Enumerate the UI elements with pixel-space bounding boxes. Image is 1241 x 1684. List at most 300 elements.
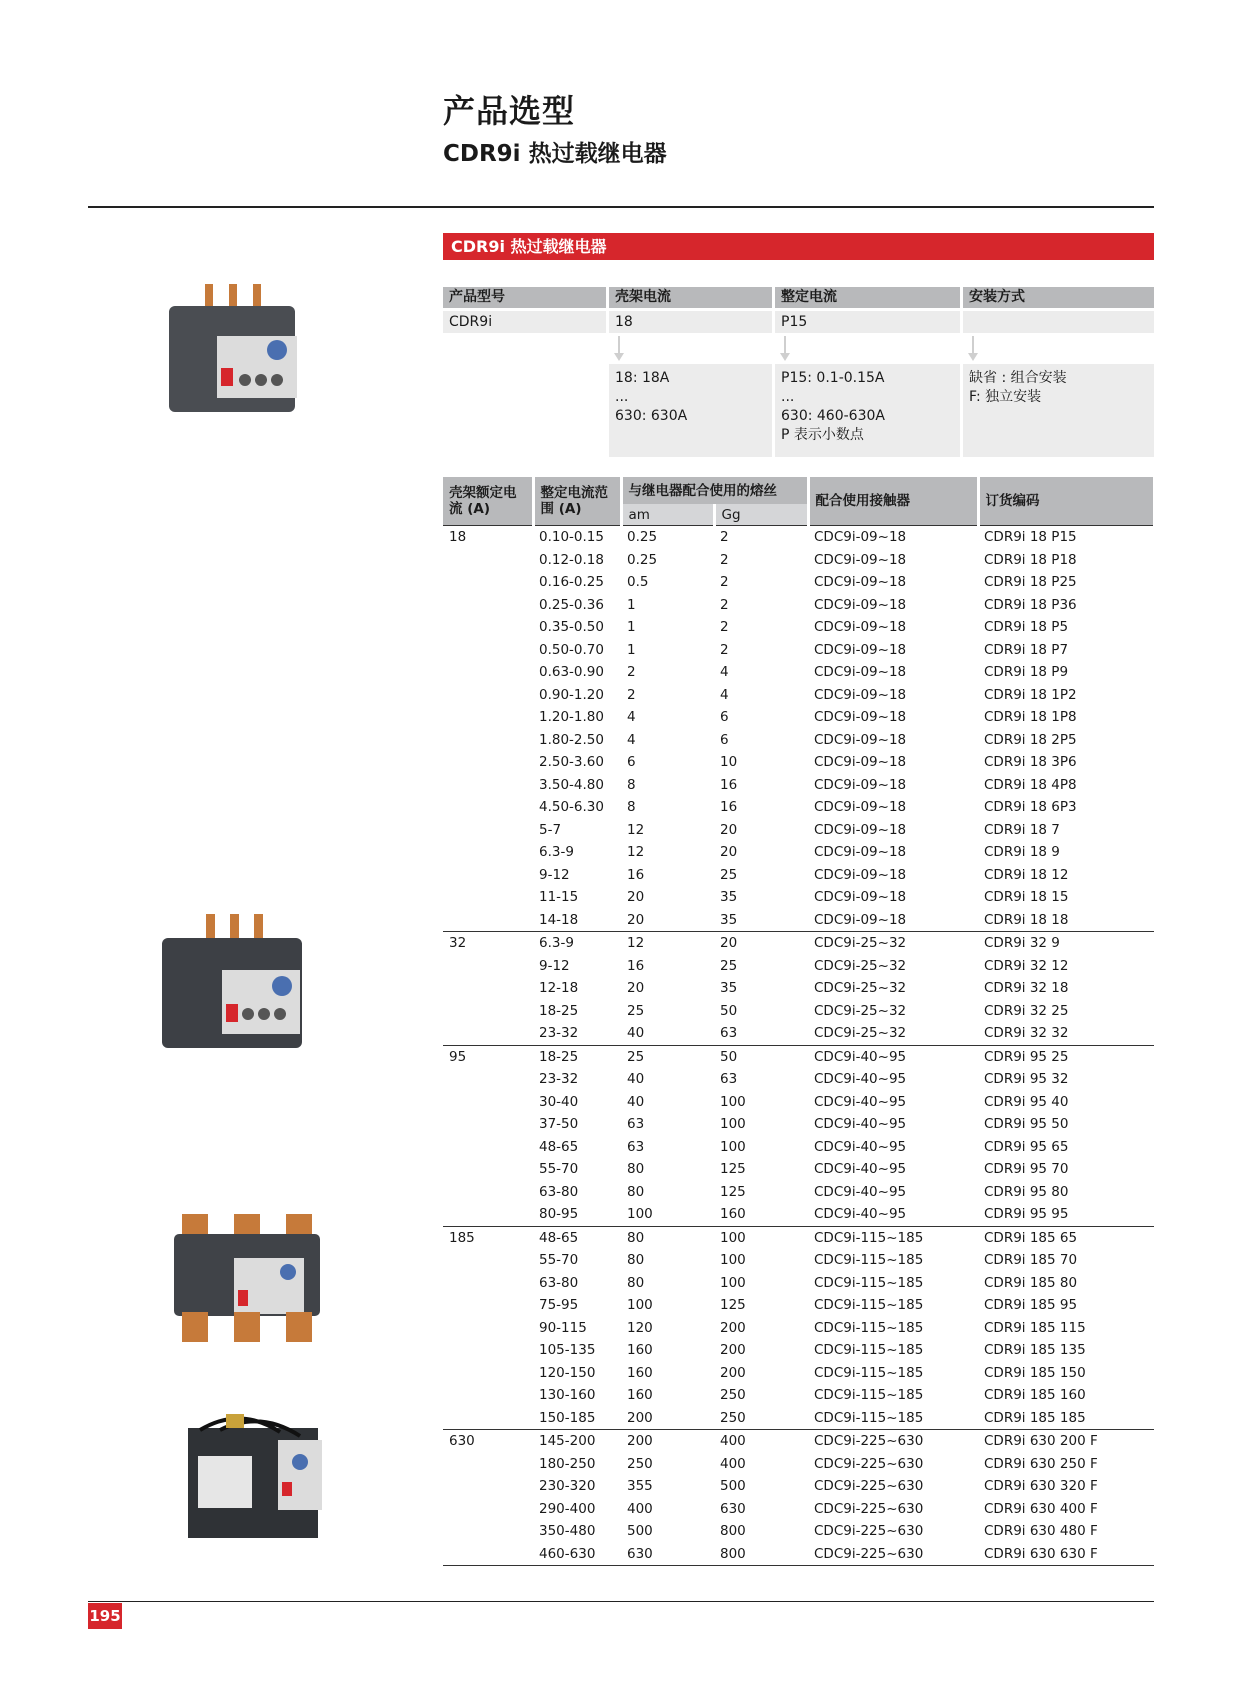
table-row	[443, 1430, 1154, 1453]
cell-range: 63-80	[539, 1183, 579, 1200]
cell-fuse-gg: 2	[714, 526, 808, 549]
cell-frame	[443, 819, 533, 842]
header-fuse: 与继电器配合使用的熔丝	[621, 477, 808, 504]
cell-frame: 185	[443, 1226, 533, 1249]
cell-contactor: CDC9i-09~18	[814, 686, 907, 703]
cell-contactor: CDC9i-40~95	[814, 1161, 907, 1177]
cell-fuse-gg: 35	[720, 911, 738, 928]
cell-frame	[443, 1317, 533, 1340]
cell-order-code: CDR9i 18 P7	[984, 641, 1069, 658]
cell-order-code: CDR9i 18 P18	[984, 551, 1077, 568]
cell-order-code: CDR9i 32 18	[984, 980, 1069, 996]
cell-frame	[443, 706, 533, 729]
top-divider	[88, 206, 1154, 208]
cell-fuse-am: 500	[627, 1523, 653, 1539]
table-row	[443, 1136, 1154, 1159]
code-header-frame: 壳架电流	[609, 287, 772, 308]
cell-fuse-gg: 16	[720, 776, 738, 793]
cell-fuse-gg: 800	[714, 1543, 808, 1566]
cell-order-code: CDR9i 18 P5	[984, 619, 1069, 635]
cell-fuse-gg: 63	[720, 1025, 738, 1041]
cell-contactor: CDC9i-25~32	[814, 957, 907, 974]
cell-fuse-am: 16	[627, 866, 645, 883]
cell-frame: 18	[443, 526, 533, 549]
cell-fuse-gg: 16	[720, 799, 738, 815]
table-row	[443, 819, 1154, 842]
cell-contactor: CDC9i-09~18	[814, 911, 907, 928]
cell-range: 5-7	[539, 821, 562, 838]
cell-fuse-am: 40	[627, 1025, 645, 1041]
cell-fuse-am: 160	[627, 1387, 653, 1403]
cell-fuse-gg: 250	[720, 1387, 746, 1403]
cell-fuse-am: 8	[627, 799, 636, 815]
cell-contactor: CDC9i-09~18	[814, 551, 907, 568]
cell-order-code: CDR9i 18 9	[984, 844, 1060, 860]
cell-frame	[443, 1407, 533, 1430]
cell-fuse-am: 63	[627, 1138, 645, 1155]
cell-frame	[443, 594, 533, 617]
cell-range: 12-18	[539, 980, 579, 996]
table-row	[443, 1294, 1154, 1317]
cell-fuse-am: 80	[627, 1252, 645, 1268]
cell-fuse-gg: 2	[720, 619, 729, 635]
cell-contactor: CDC9i-225~630	[808, 1430, 978, 1453]
cell-fuse-am: 160	[627, 1342, 653, 1358]
cell-contactor: CDC9i-09~18	[814, 731, 907, 748]
page-subtitle: CDR9i 热过载继电器	[443, 141, 667, 167]
table-row	[443, 796, 1154, 819]
cell-contactor: CDC9i-09~18	[814, 619, 907, 635]
cell-range: 105-135	[539, 1342, 596, 1358]
relay-18-image	[165, 282, 305, 422]
table-row	[443, 729, 1154, 752]
cell-fuse-gg: 100	[720, 1116, 746, 1132]
cell-fuse-am: 200	[627, 1409, 653, 1426]
cell-range: 18-25	[533, 1045, 621, 1068]
down-arrow-icon	[613, 336, 625, 362]
code-value-model: CDR9i	[443, 311, 606, 333]
table-row	[443, 1045, 1154, 1068]
cell-range: 3.50-4.80	[539, 776, 604, 793]
cell-order-code: CDR9i 185 95	[984, 1297, 1078, 1313]
cell-range: 18-25	[539, 1002, 579, 1019]
cell-order-code: CDR9i 32 12	[984, 957, 1069, 974]
cell-range: 0.63-0.90	[539, 664, 604, 680]
cell-contactor: CDC9i-25~32	[814, 980, 907, 996]
cell-fuse-am: 16	[627, 957, 645, 974]
code-header-model: 产品型号	[443, 287, 606, 308]
cell-fuse-am: 1	[627, 596, 636, 613]
cell-contactor: CDC9i-115~185	[814, 1364, 924, 1381]
cell-range: 48-65	[539, 1138, 579, 1155]
cell-frame: 95	[443, 1045, 533, 1068]
cell-contactor: CDC9i-09~18	[814, 664, 907, 680]
cell-order-code: CDR9i 185 70	[984, 1252, 1078, 1268]
table-row	[443, 571, 1154, 594]
cell-fuse-am: 4	[627, 731, 636, 748]
cell-contactor: CDC9i-115~185	[814, 1297, 924, 1313]
cell-fuse-am: 20	[627, 980, 645, 996]
page-number: 195	[88, 1603, 122, 1629]
cell-range: 290-400	[539, 1500, 596, 1517]
cell-order-code: CDR9i 630 320 F	[984, 1478, 1098, 1494]
cell-fuse-gg: 125	[720, 1183, 746, 1200]
cell-frame	[443, 977, 533, 1000]
cell-fuse-am: 160	[627, 1364, 653, 1381]
cell-contactor: CDC9i-115~185	[814, 1252, 924, 1268]
cell-range: 48-65	[533, 1226, 621, 1249]
cell-fuse-am: 400	[627, 1500, 653, 1517]
cell-frame	[443, 1158, 533, 1181]
cell-contactor: CDC9i-09~18	[814, 574, 907, 590]
cell-fuse-am: 80	[627, 1183, 645, 1200]
cell-frame	[443, 1362, 533, 1385]
cell-frame	[443, 1091, 533, 1114]
cell-fuse-gg: 25	[720, 957, 738, 974]
cell-contactor: CDC9i-09~18	[814, 709, 907, 725]
cell-fuse-gg: 6	[720, 709, 729, 725]
cell-fuse-gg: 20	[720, 821, 738, 838]
cell-order-code: CDR9i 185 115	[984, 1319, 1086, 1336]
cell-frame	[443, 1000, 533, 1023]
cell-contactor: CDC9i-40~95	[814, 1093, 907, 1110]
cell-range: 2.50-3.60	[539, 754, 604, 770]
cell-frame	[443, 796, 533, 819]
cell-fuse-gg: 200	[720, 1319, 746, 1336]
page-title: 产品选型	[443, 92, 576, 130]
cell-frame	[443, 1384, 533, 1407]
cell-frame	[443, 571, 533, 594]
cell-range: 9-12	[539, 957, 570, 974]
table-row	[443, 1249, 1154, 1272]
cell-contactor: CDC9i-115~185	[814, 1274, 924, 1291]
table-row	[443, 841, 1154, 864]
header-order-code: 订货编码	[978, 477, 1154, 526]
cell-frame: 32	[443, 932, 533, 955]
cell-fuse-gg: 6	[720, 731, 729, 748]
cell-fuse-am: 40	[627, 1071, 645, 1087]
cell-fuse-am: 80	[621, 1226, 714, 1249]
cell-range: 23-32	[539, 1025, 579, 1041]
header-contactor: 配合使用接触器	[808, 477, 978, 526]
table-row	[443, 1520, 1154, 1543]
cell-fuse-am: 250	[627, 1455, 653, 1472]
cell-fuse-gg: 20	[720, 844, 738, 860]
table-row	[443, 1407, 1154, 1430]
cell-order-code: CDR9i 95 80	[984, 1183, 1069, 1200]
cell-fuse-am: 12	[627, 821, 645, 838]
table-row	[443, 639, 1154, 662]
cell-contactor: CDC9i-225~630	[814, 1500, 924, 1517]
cell-frame	[443, 955, 533, 978]
cell-order-code: CDR9i 18 1P8	[984, 709, 1077, 725]
cell-fuse-am: 12	[627, 844, 645, 860]
bottom-divider	[88, 1601, 1154, 1602]
cell-contactor: CDC9i-115~185	[814, 1342, 924, 1358]
cell-frame	[443, 661, 533, 684]
cell-frame	[443, 729, 533, 752]
table-row	[443, 1362, 1154, 1385]
cell-fuse-am: 0.5	[627, 574, 649, 590]
code-value-frame: 18	[609, 311, 772, 333]
cell-contactor: CDC9i-09~18	[814, 866, 907, 883]
cell-frame	[443, 1022, 533, 1045]
cell-order-code: CDR9i 95 40	[984, 1093, 1069, 1110]
table-row	[443, 684, 1154, 707]
table-row	[443, 1272, 1154, 1295]
cell-fuse-gg: 100	[714, 1226, 808, 1249]
cell-fuse-am: 6	[627, 754, 636, 770]
cell-fuse-gg: 50	[714, 1045, 808, 1068]
cell-fuse-gg: 4	[720, 664, 729, 680]
cell-frame: 630	[443, 1430, 533, 1453]
cell-fuse-gg: 630	[720, 1500, 746, 1517]
cell-range: 180-250	[539, 1455, 596, 1472]
cell-fuse-gg: 63	[720, 1071, 738, 1087]
cell-fuse-gg: 100	[720, 1093, 746, 1110]
table-row	[443, 1453, 1154, 1476]
cell-fuse-gg: 2	[720, 551, 729, 568]
cell-fuse-am: 80	[627, 1161, 645, 1177]
cell-contactor: CDC9i-40~95	[808, 1045, 978, 1068]
cell-frame	[443, 774, 533, 797]
relay-630-image	[180, 1410, 330, 1550]
cell-contactor: CDC9i-40~95	[814, 1071, 907, 1087]
cell-frame	[443, 1113, 533, 1136]
cell-order-code: CDR9i 630 480 F	[984, 1523, 1098, 1539]
cell-fuse-gg: 2	[720, 574, 729, 590]
header-frame-current: 壳架额定电流 (A)	[443, 477, 533, 526]
code-value-mount	[963, 311, 1154, 333]
cell-frame	[443, 886, 533, 909]
cell-frame	[443, 1249, 533, 1272]
cell-order-code: CDR9i 95 32	[984, 1071, 1069, 1087]
cell-fuse-am: 1	[627, 619, 636, 635]
cell-fuse-gg: 35	[720, 889, 738, 905]
cell-range: 150-185	[539, 1409, 596, 1426]
cell-order-code: CDR9i 32 9	[978, 932, 1154, 955]
table-row	[443, 1091, 1154, 1114]
cell-fuse-am: 200	[621, 1430, 714, 1453]
cell-range: 230-320	[539, 1478, 596, 1494]
table-row	[443, 1113, 1154, 1136]
cell-range: 0.35-0.50	[539, 619, 604, 635]
table-row	[443, 706, 1154, 729]
cell-fuse-am: 100	[627, 1206, 653, 1222]
cell-order-code: CDR9i 18 1P2	[984, 686, 1077, 703]
cell-fuse-gg: 200	[720, 1342, 746, 1358]
cell-contactor: CDC9i-115~185	[814, 1409, 924, 1426]
cell-range: 30-40	[539, 1093, 579, 1110]
cell-contactor: CDC9i-40~95	[814, 1183, 907, 1200]
cell-order-code: CDR9i 18 P25	[984, 574, 1077, 590]
cell-fuse-gg: 125	[720, 1297, 746, 1313]
table-row	[443, 526, 1154, 549]
cell-frame	[443, 841, 533, 864]
cell-range: 9-12	[539, 866, 570, 883]
table-row	[443, 1226, 1154, 1249]
cell-contactor: CDC9i-115~185	[808, 1226, 978, 1249]
cell-range: 0.50-0.70	[539, 641, 604, 658]
cell-order-code: CDR9i 18 3P6	[984, 754, 1077, 770]
cell-fuse-am: 2	[627, 664, 636, 680]
cell-contactor: CDC9i-09~18	[814, 821, 907, 838]
cell-order-code: CDR9i 18 P9	[984, 664, 1069, 680]
cell-range: 350-480	[539, 1523, 596, 1539]
cell-fuse-gg: 400	[720, 1455, 746, 1472]
cell-contactor: CDC9i-09~18	[814, 776, 907, 793]
cell-fuse-gg: 800	[720, 1523, 746, 1539]
cell-fuse-am: 4	[627, 709, 636, 725]
cell-frame	[443, 1068, 533, 1091]
cell-range: 55-70	[539, 1161, 579, 1177]
cell-contactor: CDC9i-115~185	[814, 1387, 924, 1403]
cell-fuse-am: 0.25	[627, 551, 658, 568]
table-row	[443, 909, 1154, 932]
cell-frame	[443, 1543, 533, 1566]
cell-fuse-am: 1	[627, 641, 636, 658]
cell-frame	[443, 1136, 533, 1159]
cell-fuse-am: 355	[627, 1478, 653, 1494]
table-row	[443, 1339, 1154, 1362]
cell-contactor: CDC9i-40~95	[814, 1116, 907, 1132]
cell-range: 460-630	[533, 1543, 621, 1566]
cell-fuse-am: 40	[627, 1093, 645, 1110]
cell-fuse-gg: 50	[720, 1002, 738, 1019]
cell-contactor: CDC9i-09~18	[814, 596, 907, 613]
table-row	[443, 1181, 1154, 1204]
cell-fuse-gg: 100	[720, 1274, 746, 1291]
relay-32-image	[160, 910, 310, 1060]
cell-fuse-gg: 10	[720, 754, 738, 770]
cell-order-code: CDR9i 185 185	[984, 1409, 1086, 1426]
cell-range: 11-15	[539, 889, 579, 905]
cell-order-code: CDR9i 18 2P5	[984, 731, 1077, 748]
cell-contactor: CDC9i-09~18	[814, 754, 907, 770]
table-row	[443, 774, 1154, 797]
cell-fuse-gg: 100	[720, 1252, 746, 1268]
cell-contactor: CDC9i-225~630	[814, 1455, 924, 1472]
cell-frame	[443, 909, 533, 932]
cell-order-code: CDR9i 18 P15	[978, 526, 1154, 549]
cell-fuse-am: 2	[627, 686, 636, 703]
table-row	[443, 932, 1154, 955]
code-desc-mount: 缺省 : 组合安装 F: 独立安装	[963, 364, 1154, 457]
cell-order-code: CDR9i 630 200 F	[978, 1430, 1154, 1453]
cell-fuse-am: 0.25	[621, 526, 714, 549]
table-row	[443, 1022, 1154, 1045]
table-row	[443, 1068, 1154, 1091]
cell-frame	[443, 1475, 533, 1498]
cell-frame	[443, 1294, 533, 1317]
cell-order-code: CDR9i 18 15	[984, 889, 1069, 905]
cell-range: 63-80	[539, 1274, 579, 1291]
cell-order-code: CDR9i 185 80	[984, 1274, 1078, 1291]
cell-order-code: CDR9i 95 25	[978, 1045, 1154, 1068]
section-bar: CDR9i 热过载继电器	[443, 233, 1154, 260]
header-fuse-am: am	[621, 504, 714, 525]
header-setting-range: 整定电流范围 (A)	[533, 477, 621, 526]
table-row	[443, 751, 1154, 774]
cell-range: 80-95	[539, 1206, 579, 1222]
cell-fuse-gg: 2	[720, 641, 729, 658]
cell-fuse-gg: 35	[720, 980, 738, 996]
table-row	[443, 955, 1154, 978]
table-row	[443, 1475, 1154, 1498]
cell-frame	[443, 1272, 533, 1295]
cell-range: 0.12-0.18	[539, 551, 604, 568]
cell-contactor: CDC9i-09~18	[814, 799, 907, 815]
table-row	[443, 1317, 1154, 1340]
code-header-setting: 整定电流	[775, 287, 960, 308]
down-arrow-icon	[779, 336, 791, 362]
cell-order-code: CDR9i 18 P36	[984, 596, 1077, 613]
cell-frame	[443, 616, 533, 639]
table-row	[443, 661, 1154, 684]
table-row	[443, 1498, 1154, 1521]
cell-order-code: CDR9i 18 18	[984, 911, 1069, 928]
cell-order-code: CDR9i 18 4P8	[984, 776, 1077, 793]
cell-fuse-am: 20	[627, 911, 645, 928]
cell-range: 90-115	[539, 1319, 587, 1336]
cell-range: 145-200	[533, 1430, 621, 1453]
cell-range: 23-32	[539, 1071, 579, 1087]
cell-fuse-gg: 250	[720, 1409, 746, 1426]
cell-contactor: CDC9i-225~630	[814, 1523, 924, 1539]
code-value-setting: P15	[775, 311, 960, 333]
cell-contactor: CDC9i-25~32	[808, 932, 978, 955]
table-row	[443, 549, 1154, 572]
cell-range: 120-150	[539, 1364, 596, 1381]
cell-contactor: CDC9i-09~18	[814, 844, 907, 860]
cell-order-code: CDR9i 185 65	[978, 1226, 1154, 1249]
cell-frame	[443, 549, 533, 572]
cell-contactor: CDC9i-40~95	[814, 1206, 907, 1222]
cell-order-code: CDR9i 32 32	[984, 1025, 1069, 1041]
cell-range: 14-18	[539, 911, 579, 928]
cell-fuse-gg: 100	[720, 1138, 746, 1155]
cell-fuse-am: 80	[627, 1274, 645, 1291]
cell-range: 0.16-0.25	[539, 574, 604, 590]
cell-order-code: CDR9i 95 95	[984, 1206, 1069, 1222]
cell-range: 75-95	[539, 1297, 579, 1313]
code-desc-setting: P15: 0.1-0.15A ... 630: 460-630A P 表示小数点	[775, 364, 960, 457]
cell-order-code: CDR9i 18 6P3	[984, 799, 1077, 815]
cell-range: 1.80-2.50	[539, 731, 604, 748]
cell-fuse-am: 100	[627, 1297, 653, 1313]
cell-order-code: CDR9i 95 70	[984, 1161, 1069, 1177]
cell-fuse-gg: 4	[720, 686, 729, 703]
cell-range: 55-70	[539, 1252, 579, 1268]
cell-contactor: CDC9i-09~18	[808, 526, 978, 549]
cell-frame	[443, 751, 533, 774]
cell-order-code: CDR9i 185 135	[984, 1342, 1086, 1358]
cell-range: 37-50	[539, 1116, 579, 1132]
table-row	[443, 1000, 1154, 1023]
cell-order-code: CDR9i 185 150	[984, 1364, 1086, 1381]
cell-contactor: CDC9i-25~32	[814, 1002, 907, 1019]
cell-contactor: CDC9i-09~18	[814, 889, 907, 905]
cell-range: 0.25-0.36	[539, 596, 604, 613]
cell-contactor: CDC9i-25~32	[814, 1025, 907, 1041]
cell-frame	[443, 1181, 533, 1204]
cell-frame	[443, 684, 533, 707]
cell-fuse-gg: 20	[714, 932, 808, 955]
cell-fuse-am: 8	[627, 776, 636, 793]
table-row	[443, 1543, 1154, 1566]
cell-range: 0.10-0.15	[533, 526, 621, 549]
cell-range: 4.50-6.30	[539, 799, 604, 815]
